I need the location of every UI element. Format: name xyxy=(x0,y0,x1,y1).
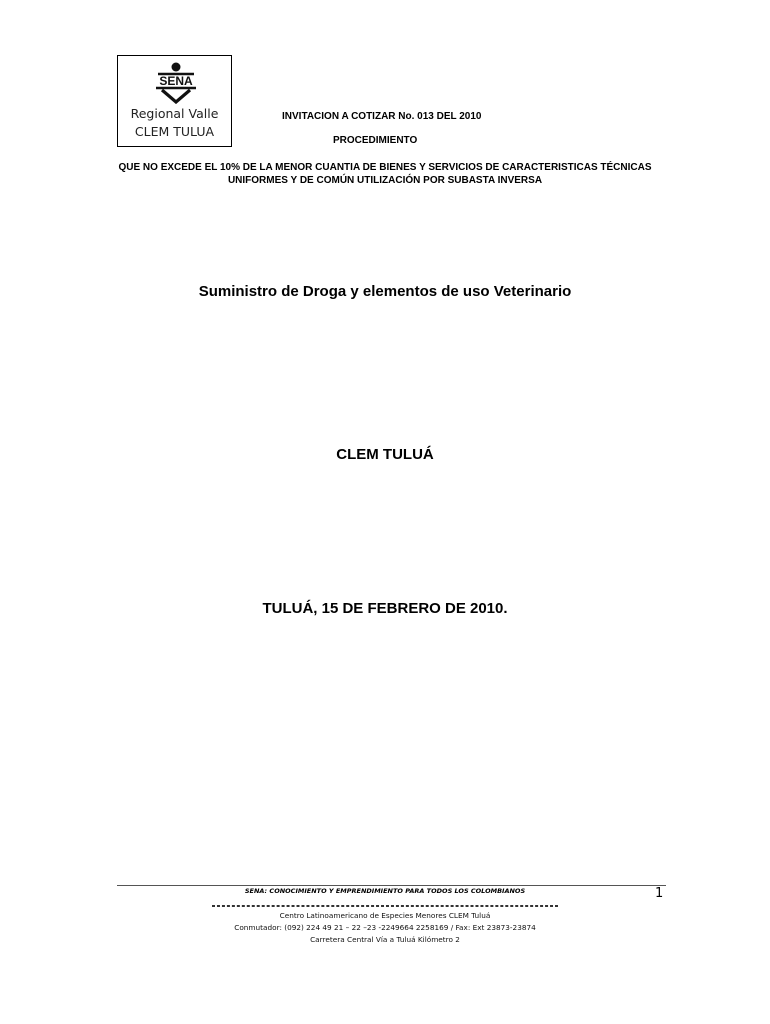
sena-logo-box xyxy=(117,55,232,147)
document-date: TULUÁ, 15 DE FEBRERO DE 2010. xyxy=(262,600,508,617)
footer-rule xyxy=(117,885,666,886)
footer-motto: SENA: CONOCIMIENTO Y EMPRENDIMIENTO PARA TODOS LOS COLOMBIANOS xyxy=(244,887,526,895)
invitation-heading: INVITACION A COTIZAR No. 013 DEL 2010 xyxy=(282,111,482,122)
sena-logo-text: SENA xyxy=(159,74,193,88)
footer-divider xyxy=(212,905,558,907)
document-title: Suministro de Droga y elementos de uso Veterinario xyxy=(198,283,572,300)
footer-address: Carretera Central Vía a Tuluá Kilómetro 2 xyxy=(310,935,460,944)
page-number: 1 xyxy=(655,886,664,901)
sena-logo-icon xyxy=(150,62,202,104)
procedure-description-line-2: UNIFORMES Y DE COMÚN UTILIZACIÓN POR SUBASTA INVERSA xyxy=(227,175,543,186)
footer-phones: Conmutador: (092) 224 49 21 – 22 –23 -2249664 2258169 / Fax: Ext 23873-23874 xyxy=(234,923,536,932)
procedure-description xyxy=(0,161,770,187)
logo-regional: Regional Valle xyxy=(130,106,219,121)
logo-center: CLEM TULUA xyxy=(134,124,215,139)
procedure-heading: PROCEDIMIENTO xyxy=(333,135,418,146)
procedure-description-line-1: QUE NO EXCEDE EL 10% DE LA MENOR CUANTIA DE BIENES Y SERVICIOS DE CARACTERISTICAS TÉCNICAS xyxy=(118,162,652,173)
footer-center-name: Centro Latinoamericano de Especies Menores CLEM Tuluá xyxy=(279,911,491,920)
organization-name: CLEM TULUÁ xyxy=(336,446,434,463)
